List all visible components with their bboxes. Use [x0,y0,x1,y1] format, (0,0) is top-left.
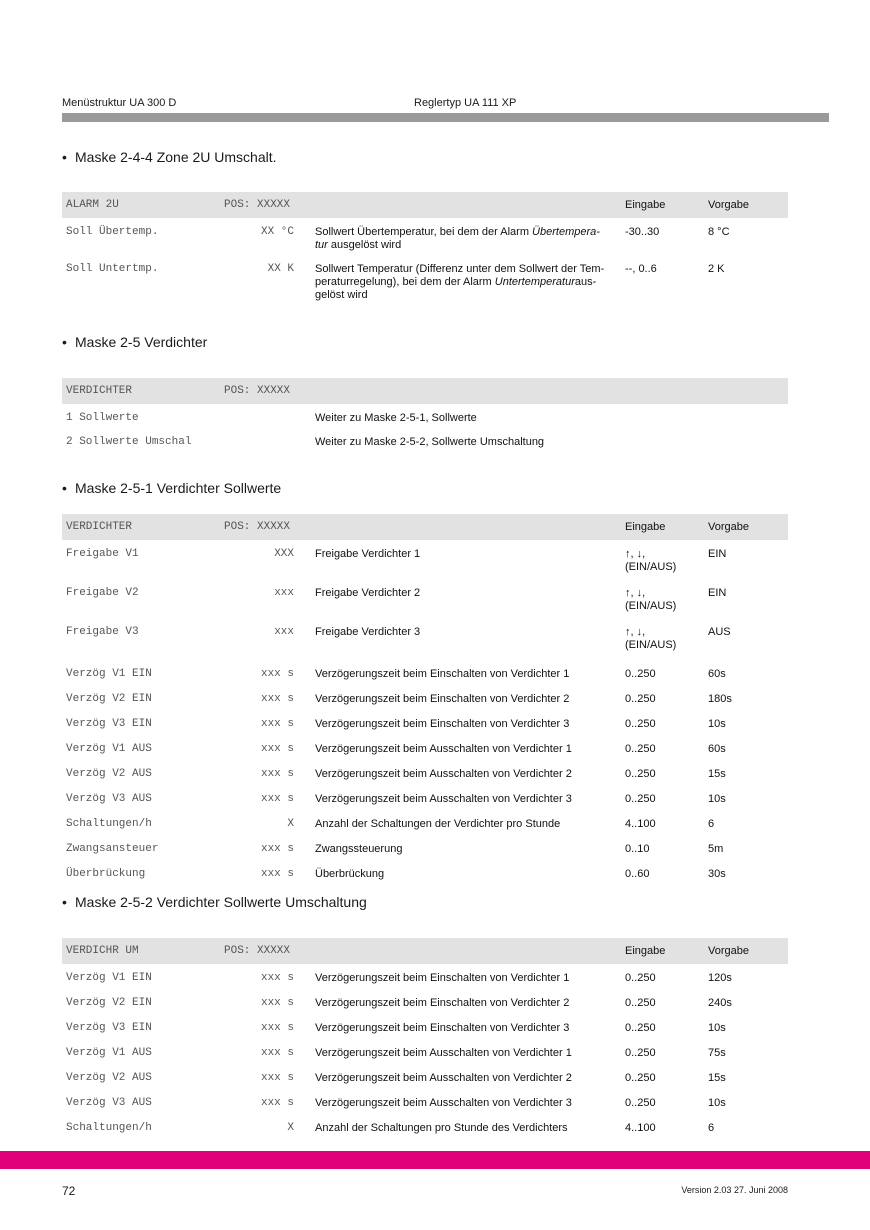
row-description: Sollwert Übertemperatur, bei dem der Alarm Übertempera- tur ausgelöst wird [315,226,600,251]
section-title-2-5-1: • Maske 2-5-1 Verdichter Sollwerte [62,480,282,496]
table-row: Verzög V2 AUS xxx s Verzögerungszeit beim Ausschalten von Verdichter 2 0..250 15s [66,1072,726,1084]
page-number: 72 [62,1184,76,1198]
table-row: Schaltungen/h X Anzahl der Schaltungen der Verdichter pro Stunde 4..100 6 [66,818,715,830]
table-row: Verzög V2 AUS xxx s Verzögerungszeit beim Ausschalten von Verdichter 2 0..250 15s [66,768,726,780]
table-verdichter [62,378,788,452]
table-alarm-2u [62,192,788,305]
bullet: • [62,149,67,165]
table-row: Verzög V3 AUS xxx s Verzögerungszeit beim Ausschalten von Verdichter 3 0..250 10s [66,1097,726,1109]
header-divider [62,113,829,122]
table-row: Verzög V2 EIN xxx s Verzögerungszeit beim Einschalten von Verdichter 2 0..250 240s [66,997,732,1009]
table-row: Schaltungen/h X Anzahl der Schaltungen pro Stunde des Verdichters 4..100 6 [66,1122,715,1134]
section-title-2-4-4: • Maske 2-4-4 Zone 2U Umschalt. [62,149,277,165]
table-row: Verzög V3 AUS xxx s Verzögerungszeit beim Ausschalten von Verdichter 3 0..250 10s [66,793,726,805]
row-description: Sollwert Temperatur (Differenz unter dem Sollwert der Tem-peraturregelung), bei dem der Alarm Untertemperaturaus-gelöst wird [315,263,605,301]
table-header: VERDICHR UM POS: XXXXX Eingabe Vorgabe [62,938,788,964]
header-document-title: Menüstruktur UA 300 D [62,97,177,109]
table-header: VERDICHTER POS: XXXXX Eingabe Vorgabe [62,514,788,540]
table-row: Verzög V3 EIN xxx s Verzögerungszeit beim Einschalten von Verdichter 3 0..250 10s [66,718,726,730]
table-row: 2 Sollwerte Umschal Weiter zu Maske 2-5-2, Sollwerte Umschaltung [66,436,545,448]
table-row: Verzög V1 EIN xxx s Verzögerungszeit beim Einschalten von Verdichter 1 0..250 60s [66,668,726,680]
section-title-2-5-2: • Maske 2-5-2 Verdichter Sollwerte Umschaltung [62,894,367,910]
table-verdichter-umschaltung [62,938,788,1139]
table-row: Verzög V1 AUS xxx s Verzögerungszeit beim Ausschalten von Verdichter 1 0..250 60s [66,743,726,755]
footer-accent-bar [0,1151,870,1169]
table-row: Verzög V3 EIN xxx s Verzögerungszeit beim Einschalten von Verdichter 3 0..250 10s [66,1022,726,1034]
table-row: Freigabe V1 XXX Freigabe Verdichter 1 ↑, ↓, (EIN/AUS) EIN [66,548,727,573]
table-row: Verzög V1 AUS xxx s Verzögerungszeit beim Ausschalten von Verdichter 1 0..250 75s [66,1047,726,1059]
table-row: Überbrückung xxx s Überbrückung 0..60 30s [66,868,726,880]
table-row: Verzög V2 EIN xxx s Verzögerungszeit beim Einschalten von Verdichter 2 0..250 180s [66,693,732,705]
table-row: Freigabe V2 xxx Freigabe Verdichter 2 ↑, ↓, (EIN/AUS) EIN [66,587,727,612]
table-row: Verzög V1 EIN xxx s Verzögerungszeit beim Einschalten von Verdichter 1 0..250 120s [66,972,732,984]
table-row: Soll Untertmp. XX K Sollwert Temperatur (Differenz unter dem Sollwert der Tem-peraturregelung), bei dem der Alarm Untertemperaturaus-gelöst wird --, 0..6 2 K [66,263,725,301]
table-verdichter-sollwerte [62,514,788,885]
header-controller-type: Reglertyp UA 111 XP [414,97,517,109]
table-row: Soll Übertemp. XX °C Sollwert Übertemperatur, bei dem der Alarm Übertempera- tur ausgelöst wird -30..30 8 °C [66,226,730,251]
table-row: Freigabe V3 xxx Freigabe Verdichter 3 ↑, ↓, (EIN/AUS) AUS [66,626,731,651]
section-title-2-5: • Maske 2-5 Verdichter [62,334,208,350]
table-row: Zwangsansteuer xxx s Zwangssteuerung 0..10 5m [66,843,724,855]
version-info: Version 2.03 27. Juni 2008 [681,1185,788,1195]
table-header: VERDICHTER POS: XXXXX [62,378,788,404]
table-row: 1 Sollwerte Weiter zu Maske 2-5-1, Sollwerte [66,412,477,424]
table-header: ALARM 2U POS: XXXXX Eingabe Vorgabe [62,192,788,218]
